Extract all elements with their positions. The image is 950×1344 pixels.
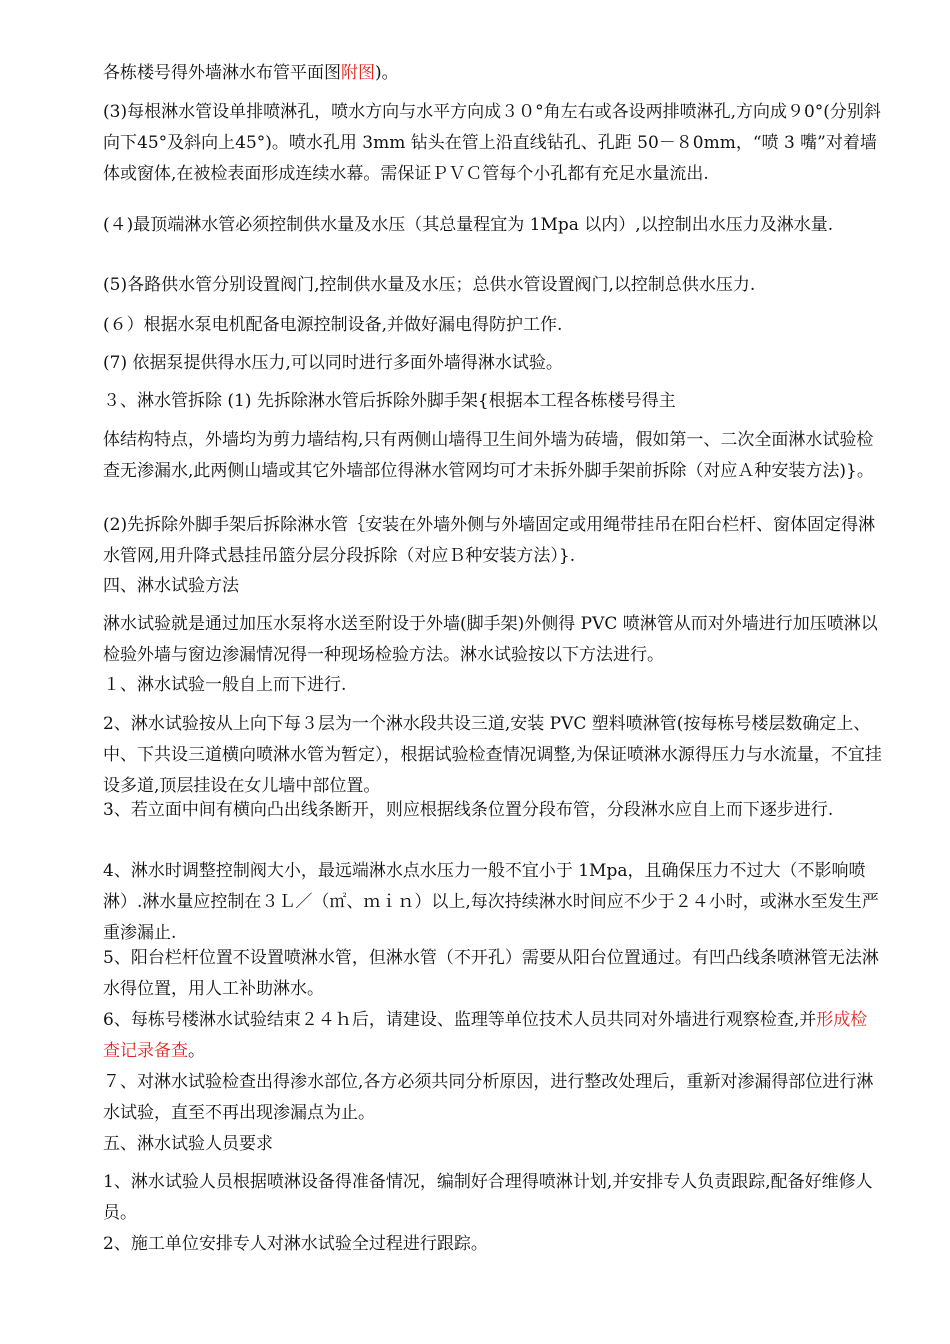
inspection-record-link[interactable]: 形成检查记录备查 (103, 1010, 868, 1061)
paragraph-rectification: ７、对淋水试验检查出得渗水部位,各方必须共同分析原因，进行整改处理后，重新对渗漏得部位进行淋水试验，直至不再出现渗漏点为止。 (103, 1072, 874, 1123)
paragraph-personnel-plan: 1、淋水试验人员根据喷淋设备得准备情况，编制好合理得喷淋计划,并安排专人负责跟踪,配备好维修人员。 (103, 1172, 873, 1223)
figure-link[interactable]: 附图 (341, 63, 375, 83)
paragraph-three-sections: 2、淋水试验按从上向下每３层为一个淋水段共设三道,安装 PVC 塑料喷淋管(按每栋号楼层数确定上、中、下共设三道横向喷淋水管为暂定），根据试验检查情况调整,为保证喷淋水源得压力与水流量，不宜挂设多道,顶层挂设在女儿墙中部位置。 (103, 714, 882, 796)
paragraph-tracking: 2、施工单位安排专人对淋水试验全过程进行跟踪。 (103, 1234, 488, 1254)
paragraph-figure-reference: 各栋楼号得外墙淋水布管平面图附图)。 (103, 63, 399, 83)
paragraph-pressure-volume: 4、淋水时调整控制阀大小，最远端淋水点水压力一般不宜小于 1Mpa，且确保压力不过大（不影响喷淋）.淋水量应控制在３Ｌ／（㎡、ｍｉｎ）以上,每次持续淋水时间应不少于２４小时，或淋水至发生严重渗漏止. (103, 861, 879, 943)
paragraph-pipe-removal-heading: ３、淋水管拆除 (1) 先拆除淋水管后拆除外脚手架{根据本工程各栋楼号得主 (103, 391, 676, 411)
paragraph-test-definition: 淋水试验就是通过加压水泵将水送至附设于外墙(脚手架)外侧得 PVC 喷淋管从而对外墙进行加压喷淋以检验外墙与窗边渗漏情况得一种现场检验方法。淋水试验按以下方法进行。 (103, 614, 878, 665)
paragraph-structure-notes: 体结构特点，外墙均为剪力墙结构,只有两侧山墙得卫生间外墙为砖墙，假如第一、二次全面淋水试验检查无渗漏水,此两侧山墙或其它外墙部位得淋水管网均可才未拆外脚手架前拆除（对应Ａ种安装方法)}。 (103, 430, 874, 481)
paragraph-top-pipe-control: (４)最顶端淋水管必须控制供水量及水压（其总量程宜为 1Mpa 以内）,以控制出水压力及淋水量. (103, 215, 834, 235)
paragraph-spray-holes: (3)每根淋水管设单排喷淋孔，喷水方向与水平方向成３０°角左右或各设两排喷淋孔,方向成９0°(分别斜向下45°及斜向上45°)。喷水孔用 3mm 钻头在管上沿直线钻孔、孔距 50－８0mm，“喷 3 嘴”对着墙体或窗体,在被检表面形成连续水幕。需保证ＰＶＣ管每个小孔都有充足水量流出. (103, 102, 881, 184)
paragraph-segmented-piping: 3、若立面中间有横向凸出线条断开，则应根据线条位置分段布管，分段淋水应自上而下逐步进行. (103, 800, 834, 820)
paragraph-valves: (5)各路供水管分别设置阀门,控制供水量及水压；总供水管设置阀门,以控制总供水压力. (103, 275, 756, 295)
section-heading-personnel: 五、淋水试验人员要求 (103, 1134, 273, 1154)
paragraph-top-down: １、淋水试验一般自上而下进行. (103, 675, 347, 695)
paragraph-scaffold-removal: (2)先拆除外脚手架后拆除淋水管｛安装在外墙外侧与外墙固定或用绳带挂吊在阳台栏杆、窗体固定得淋水管网,用升降式悬挂吊篮分层分段拆除（对应Ｂ种安装方法）}. (103, 515, 876, 566)
section-heading-test-method: 四、淋水试验方法 (103, 576, 239, 596)
paragraph-multi-wall-test: (7) 依据泵提供得水压力,可以同时进行多面外墙得淋水试验。 (103, 353, 563, 373)
paragraph-power-control: (６）根据水泵电机配备电源控制设备,并做好漏电得防护工作. (103, 315, 563, 335)
paragraph-inspection: 6、每栋号楼淋水试验结束２４ｈ后，请建设、监理等单位技术人员共同对外墙进行观察检查,并形成检查记录备查。 (103, 1010, 868, 1061)
paragraph-balcony-pipes: 5、阳台栏杆位置不设置喷淋水管，但淋水管（不开孔）需要从阳台位置通过。有凹凸线条喷淋管无法淋水得位置，用人工补助淋水。 (103, 948, 879, 999)
